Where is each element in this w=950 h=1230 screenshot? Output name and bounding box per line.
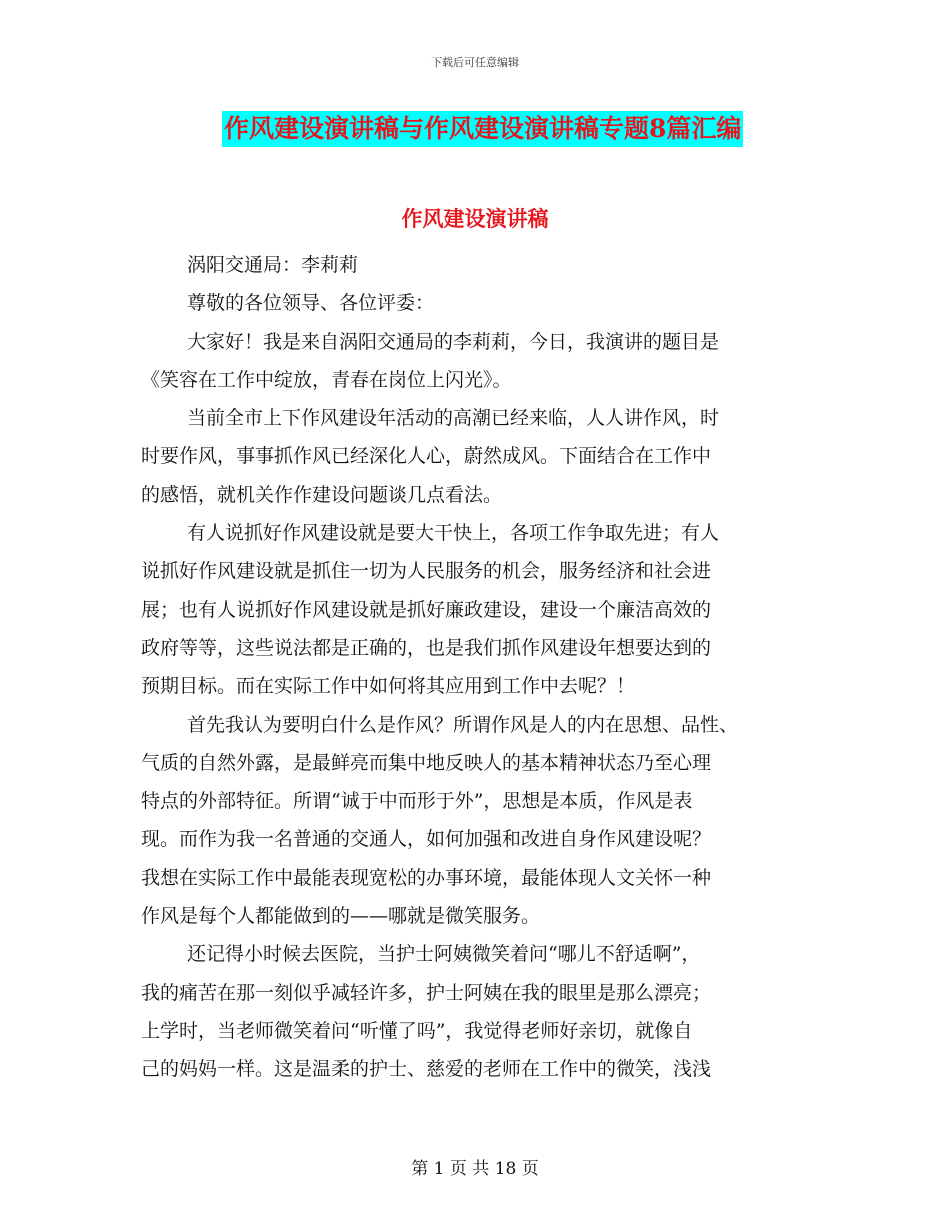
- body-line: 展；也有人说抓好作风建设就是抓好廉政建设，建设一个廉洁高效的: [141, 598, 712, 621]
- body-line: 《笑容在工作中绽放，青春在岗位上闪光》。: [141, 368, 512, 391]
- body-line: 作风是每个人都能做到的——哪就是微笑服务。: [141, 905, 541, 928]
- page-header-note: 下载后可任意编辑: [431, 56, 519, 69]
- body-line: 上学时，当老师微笑着问“听懂了吗”，我觉得老师好亲切，就像自: [141, 1019, 693, 1042]
- document-main-title: 作风建设演讲稿与作风建设演讲稿专题8篇汇编: [222, 111, 743, 147]
- body-line: 说抓好作风建设就是抓住一切为人民服务的机会，服务经济和社会进: [141, 560, 712, 583]
- body-line: 大家好！我是来自涡阳交通局的李莉莉，今日，我演讲的题目是: [187, 330, 720, 353]
- body-line: 首先我认为要明白什么是作风？所谓作风是人的内在思想、品性、: [187, 713, 739, 736]
- body-line: 己的妈妈一样。这是温柔的护士、慈爱的老师在工作中的微笑，浅浅: [141, 1058, 712, 1081]
- body-line: 现。而作为我一名普通的交通人，如何加强和改进自身作风建设呢？: [141, 828, 712, 851]
- section-title: 作风建设演讲稿: [401, 206, 549, 231]
- body-line: 还记得小时候去医院，当护士阿姨微笑着问“哪儿不舒适啊”，: [187, 943, 701, 966]
- body-line: 时要作风，事事抓作风已经深化人心，蔚然成风。下面结合在工作中: [141, 445, 712, 468]
- body-line: 涡阳交通局：李莉莉: [187, 254, 359, 276]
- body-line: 我的痛苦在那一刻似乎减轻许多，护士阿姨在我的眼里是那么漂亮；: [141, 981, 712, 1004]
- body-line: 有人说抓好作风建设就是要大干快上，各项工作争取先进；有人: [187, 522, 720, 545]
- body-line: 预期目标。而在实际工作中如何将其应用到工作中去呢？！: [141, 675, 636, 698]
- body-line: 当前全市上下作风建设年活动的高潮已经来临，人人讲作风，时: [187, 407, 720, 430]
- body-text: [141, 246, 801, 1089]
- body-line: 的感悟，就机关作作建设问题谈几点看法。: [141, 483, 503, 506]
- body-line: 政府等等，这些说法都是正确的，也是我们抓作风建设年想要达到的: [141, 636, 712, 659]
- body-line: 我想在实际工作中最能表现宽松的办事环境，最能体现人文关怀一种: [141, 866, 712, 889]
- body-line: 特点的外部特征。所谓“诚于中而形于外”，思想是本质，作风是表: [141, 790, 693, 813]
- page-footer: 第 1 页 共 18 页: [411, 1159, 539, 1179]
- body-line: 气质的自然外露，是最鲜亮而集中地反映人的基本精神状态乃至心理: [141, 751, 712, 774]
- body-line: 尊敬的各位领导、各位评委：: [187, 292, 435, 315]
